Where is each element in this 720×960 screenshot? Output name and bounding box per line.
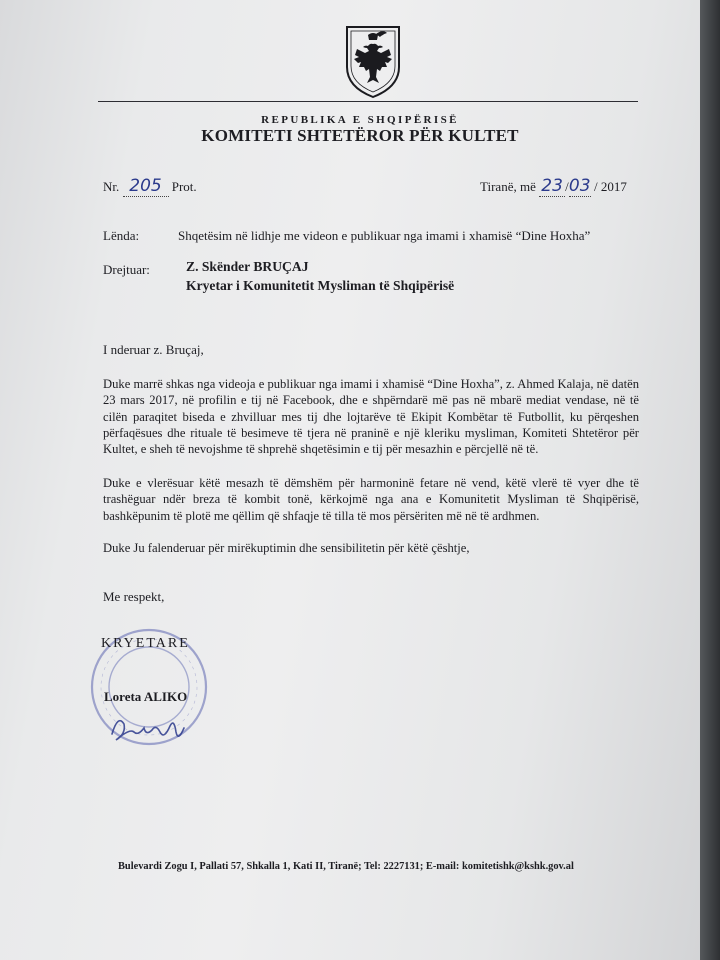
year: / 2017 — [593, 179, 627, 194]
addressee-label: Drejtuar: — [103, 262, 150, 277]
addressee-title: Kryetar i Komunitetit Mysliman të Shqipërisë — [186, 278, 455, 293]
addressee-name: Z. Skënder BRUÇAJ — [186, 259, 309, 274]
handwritten-month: 03 — [568, 176, 591, 196]
republic-heading: REPUBLIKA E SHQIPËRISË — [261, 114, 459, 126]
body-paragraph-1: Duke marrë shkas nga videoja e publikuar nga imami i xhamisë “Dine Hoxha”, z. Ahmed Kalaja, në datën 23 mars 2017, në profilin e tij në Facebook, dhe e shpërndarë më pas në mbarë mediat vendase, në të cilën paraqitet biseda e zhvilluar mes tij dhe lojtarëve të Ekipit Kombëtar të Futbollit, ku përqeshen përfaqësues dhe rituale të besimeve të tjera në praninë e një kleriku mysliman, Komiteti Shtetëror për Kultet, e sheh të nevojshme të shprehë shqetësimin e tij për mesazhin e përcjellë në të. — [103, 377, 639, 457]
header-divider — [98, 101, 638, 102]
committee-heading: KOMITETI SHTETËROR PËR KULTET — [201, 126, 519, 145]
handwritten-signature-icon — [104, 710, 194, 750]
albanian-coat-of-arms-icon — [343, 25, 403, 99]
handwritten-protocol-number: 205 — [129, 176, 162, 196]
subject-label: Lënda: — [103, 228, 140, 243]
background-shadow — [700, 0, 720, 960]
place-date: Tiranë, më 23 /03 / 2017 — [480, 176, 627, 196]
body-paragraph-2: Duke e vlerësuar këtë mesazh të dëmshëm për harmoninë fetare në vend, këtë vlerë të vyer dhe të trashëguar ndër breza të kombit tonë, kërkojmë nga ana e Komunitetit Mysliman të Shqipërisë, bashkëpunim të plotë me qëllim që shfaqje të tilla të mos përsëriten më në të ardhmen. — [103, 476, 639, 523]
body-paragraph-3: Duke Ju falenderuar për mirëkuptimin dhe sensibilitetin për këtë çështje, — [103, 541, 470, 555]
closing: Me respekt, — [103, 589, 165, 604]
signer-name: Loreta ALIKO — [104, 689, 188, 704]
nr-label: Nr. — [103, 179, 120, 194]
greeting: I nderuar z. Bruçaj, — [103, 342, 204, 357]
signer-role: KRYETARE — [101, 636, 190, 651]
protocol-number — [103, 177, 197, 197]
prot-label: Prot. — [171, 179, 197, 194]
subject-text: Shqetësim në lidhje me videon e publikuar nga imami i xhamisë “Dine Hoxha” — [178, 228, 591, 243]
place-label: Tiranë, më — [480, 179, 536, 194]
handwritten-day: 23 — [541, 176, 563, 196]
footer-contact: Bulevardi Zogu I, Pallati 57, Shkalla 1, Kati II, Tiranë; Tel: 2227131; E-mail: komitetishk@kshk.gov.al — [118, 861, 574, 872]
